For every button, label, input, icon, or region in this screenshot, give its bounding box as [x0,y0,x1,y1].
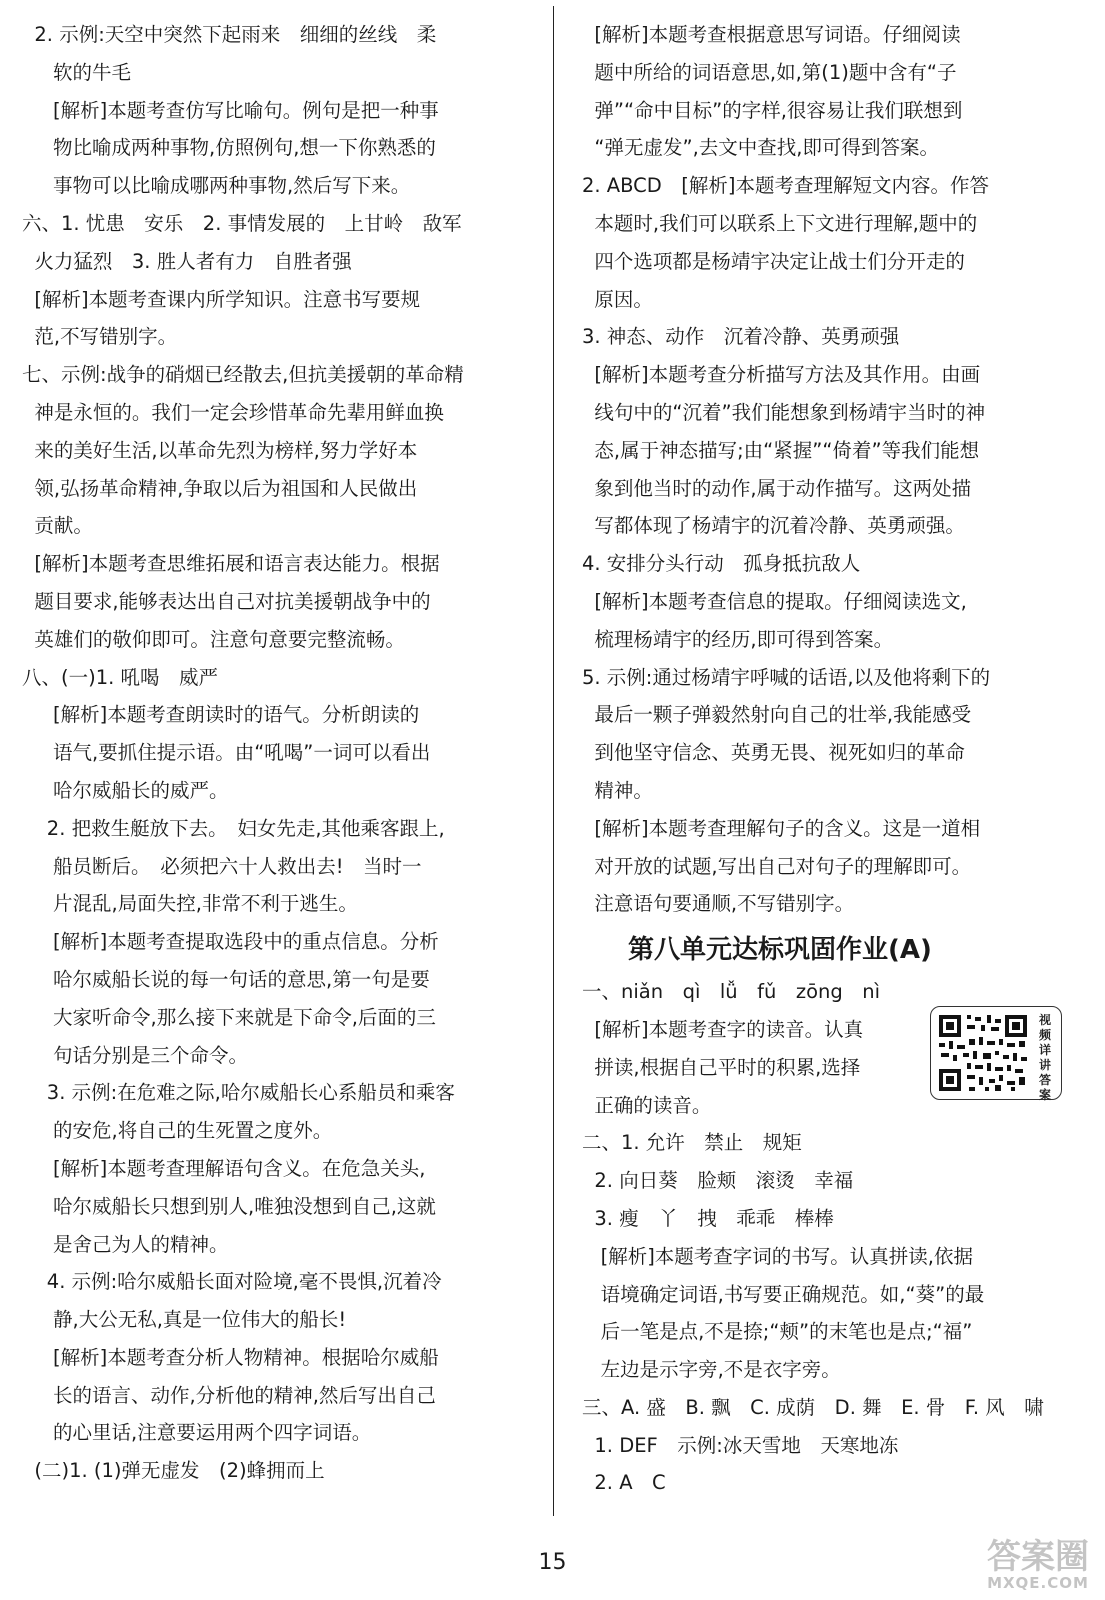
text-line: [解析]本题考查理解语句含义。在危急关头, [22,1156,426,1180]
text-line: 2. ABCD [解析]本题考查理解短文内容。作答 [582,174,990,198]
text-line: 贡献。 [22,514,93,538]
text-line: [解析]本题考查根据意思写词语。仔细阅读 [582,23,961,46]
text-line: 领,弘扬革命精神,争取以后为祖国和人民做出 [22,476,418,500]
text-line: 语气,要抓住提示语。由“吼喝”一词可以看出 [22,741,431,765]
text-line: 八、(一)1. 吼喝 威严 [22,665,219,689]
text-line: 哈尔威船长的威严。 [22,778,229,802]
text-line: 原因。 [582,287,653,311]
text-line: 四个选项都是杨靖宇决定让战士们分开走的 [582,249,965,273]
text-line: 线句中的“沉着”我们能想象到杨靖宇当时的神 [582,400,986,424]
section-heading: 第八单元达标巩固作业(A) [628,935,932,966]
qr-code-icon [937,1013,1029,1093]
text-line: [解析]本题考查信息的提取。仔细阅读选文, [582,589,967,613]
text-line: 火力猛烈 3. 胜人者有力 自胜者强 [22,249,352,273]
watermark-text: 答案圈 [987,1537,1089,1577]
text-line: 3. 示例:在危难之际,哈尔威船长心系船员和乘客 [22,1081,455,1105]
text-line: (二)1. (1)弹无虚发 (2)蜂拥而上 [22,1459,325,1483]
text-line: 3. 神态、动作 沉着冷静、英勇顽强 [582,325,900,349]
text-line: 三、A. 盛 B. 飘 C. 成荫 D. 舞 E. 骨 F. 风 啸 [582,1395,1044,1419]
watermark-domain: MXQE.COM [987,1574,1089,1592]
text-line: 正确的读音。 [582,1093,712,1117]
text-line: 哈尔威船长说的每一句话的意思,第一句是要 [22,967,430,991]
text-line: 静,大公无私,真是一位伟大的船长! [22,1308,347,1332]
text-line: 弹”“命中目标”的字样,很容易让我们联想到 [582,98,963,122]
text-line: 5. 示例:通过杨靖宇呼喊的话语,以及他将剩下的 [582,665,991,689]
text-line: 范,不写错别字。 [22,325,178,349]
text-line: 3. 瘦 丫 拽 乖乖 棒棒 [582,1206,834,1230]
text-line: 的心里话,注意要运用两个四字词语。 [22,1421,372,1445]
text-line: 软的牛毛 [22,60,131,84]
text-line: 态,属于神态描写;由“紧握”“倚着”等我们能想 [582,438,980,462]
text-line: 题中所给的词语意思,如,第(1)题中含有“子 [582,60,957,84]
text-line: 物比喻成两种事物,仿照例句,想一下你熟悉的 [22,136,436,160]
right-column [582,16,1072,1502]
text-line: 二、1. 允许 禁止 规矩 [582,1131,802,1155]
text-line: [解析]本题考查字的读音。认真 [582,1017,864,1041]
text-line: 一、niǎn qì lǚ fǔ zōng nì [582,980,881,1004]
qr-code-box[interactable] [930,1006,1062,1100]
text-line: 长的语言、动作,分析他的精神,然后写出自己 [22,1383,436,1407]
text-line: [解析]本题考查分析描写方法及其作用。由画 [582,363,981,387]
text-line: 六、1. 忧患 安乐 2. 事情发展的 上甘岭 敌军 [22,211,462,235]
text-line: [解析]本题考查思维拓展和语言表达能力。根据 [22,552,440,576]
text-line: “弹无虚发”,去文中查找,即可得到答案。 [582,136,939,160]
text-line: 英雄们的敬仰即可。注意句意要完整流畅。 [22,627,405,651]
text-line: 2. A C [582,1471,666,1495]
text-line: 事物可以比喻成哪两种事物,然后写下来。 [22,174,411,198]
text-line: 片混乱,局面失控,非常不利于逃生。 [22,892,358,916]
text-line: 左边是示字旁,不是衣字旁。 [582,1358,841,1382]
watermark-logo [979,1537,1097,1596]
left-column [22,16,540,1490]
text-line: 哈尔威船长只想到别人,唯独没想到自己,这就 [22,1194,436,1218]
text-line: 到他坚守信念、英勇无畏、视死如归的革命 [582,741,965,765]
text-line: [解析]本题考查字词的书写。认真拼读,依据 [582,1244,974,1268]
text-line: 语境确定词语,书写要正确规范。如,“葵”的最 [582,1282,985,1306]
text-line: 精神。 [582,778,653,802]
text-line: 对开放的试题,写出自己对句子的理解即可。 [582,854,972,878]
text-line: [解析]本题考查仿写比喻句。例句是把一种事 [22,98,439,122]
page-number: 15 [538,1550,567,1575]
right-column-top [582,16,1072,923]
text-line: 大家听命令,那么接下来就是下命令,后面的三 [22,1005,436,1029]
text-line: [解析]本题考查朗读时的语气。分析朗读的 [22,703,420,727]
text-line: 句话分别是三个命令。 [22,1043,248,1067]
text-line: [解析]本题考查提取选段中的重点信息。分析 [22,930,439,954]
text-line: 2. 向日葵 脸颊 滚烫 幸福 [582,1169,854,1193]
text-line: 神是永恒的。我们一定会珍惜革命先辈用鲜血换 [22,400,444,424]
text-line: 4. 示例:哈尔威船长面对险境,毫不畏惧,沉着冷 [22,1270,442,1294]
text-line: [解析]本题考查课内所学知识。注意书写要规 [22,287,421,311]
text-line: 题目要求,能够表达出自己对抗美援朝战争中的 [22,589,431,613]
text-line: 注意语句要通顺,不写错别字。 [582,892,855,916]
text-line: 后一笔是点,不是捺;“颊”的末笔也是点;“福” [582,1320,973,1344]
text-line: 象到他当时的动作,属于动作描写。这两处描 [582,476,972,500]
text-line: [解析]本题考查理解句子的含义。这是一道相 [582,816,981,840]
text-line: 本题时,我们可以联系上下文进行理解,题中的 [582,211,978,235]
qr-code-label: 视频详讲答案 [1039,1013,1052,1102]
text-line: 1. DEF 示例:冰天雪地 天寒地冻 [582,1433,899,1457]
text-line: 4. 安排分头行动 孤身抵抗敌人 [582,552,861,576]
column-divider [553,6,554,1516]
text-line: 的安危,将自己的生死置之度外。 [22,1119,333,1143]
text-line: 梳理杨靖宇的经历,即可得到答案。 [582,627,894,651]
text-line: 七、示例:战争的硝烟已经散去,但抗美援朝的革命精 [22,363,464,387]
text-line: 写都体现了杨靖宇的沉着冷静、英勇顽强。 [582,514,965,538]
text-line: 是舍己为人的精神。 [22,1232,229,1256]
text-line: 船员断后。 必须把六十人救出去! 当时一 [22,854,422,878]
text-line: 拼读,根据自己平时的积累,选择 [582,1055,861,1079]
text-line: [解析]本题考查分析人物精神。根据哈尔威船 [22,1345,439,1369]
text-line: 来的美好生活,以革命先烈为榜样,努力学好本 [22,438,418,462]
text-line: 最后一颗子弹毅然射向自己的壮举,我能感受 [582,703,972,727]
text-line: 2. 示例:天空中突然下起雨来 细细的丝线 柔 [22,23,437,46]
text-line: 2. 把救生艇放下去。 妇女先走,其他乘客跟上, [22,816,445,840]
